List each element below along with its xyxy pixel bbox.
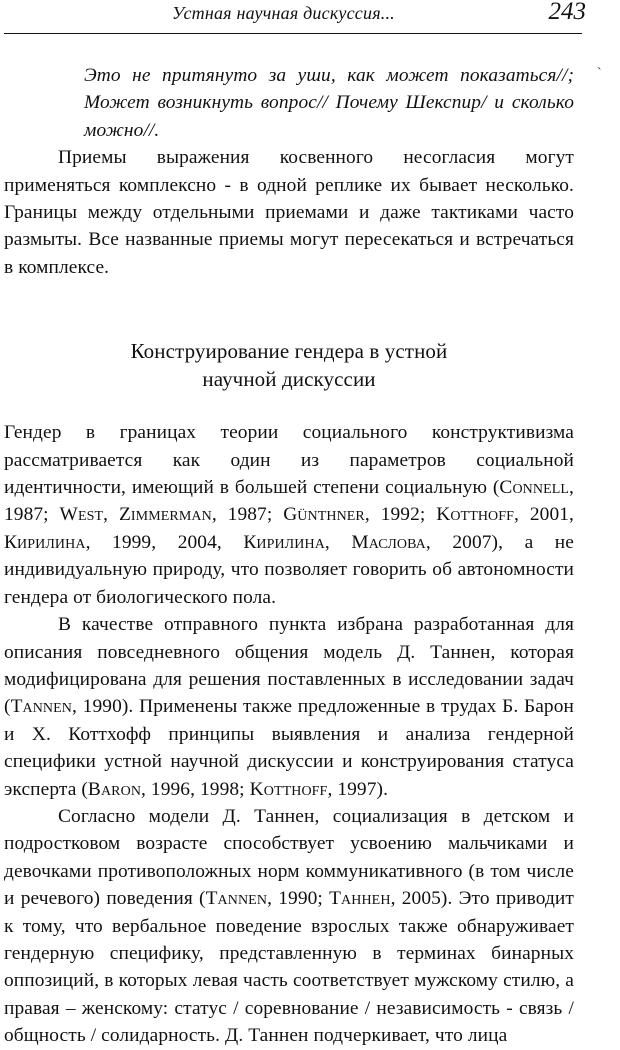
- paragraph-3: [4, 611, 574, 803]
- citation-author: Кирилина: [4, 531, 86, 553]
- margin-mark: `: [597, 66, 602, 81]
- text-run: , 1997).: [327, 778, 389, 800]
- citation-author: Günthner: [283, 504, 365, 526]
- paragraph-2: [4, 419, 574, 611]
- running-head-title: Устная научная дискуссия...: [172, 3, 395, 23]
- text-run: , 1999, 2004,: [85, 531, 244, 553]
- citation-author: Baron: [87, 778, 142, 800]
- section-heading: [4, 337, 574, 393]
- text-run: , 2007), а не индивидуальную природу, что позволяет говорить об автономности гендера от биологического пола.: [4, 531, 574, 608]
- citation-author: Kotthoff: [436, 504, 515, 526]
- text-run: , 2001,: [514, 504, 574, 526]
- running-head: [0, 0, 620, 40]
- text-run: Согласно модели Д. Таннен, социализация в детском и подростковом возрасте способствует усвоению мальчиками и девочками противоположных норм коммуникативного (в том числе и речевого) поведения (: [4, 805, 574, 910]
- citation-author: West, Zimmerman: [59, 504, 212, 526]
- paragraph-4: [4, 803, 574, 1050]
- heading-line-2: научной дискуссии: [202, 367, 376, 392]
- citation-author: Кирилина, Маслова: [243, 531, 426, 553]
- citation-author: Tannen: [205, 888, 268, 910]
- text-run: , 1996, 1998;: [141, 778, 250, 800]
- text-run: , 1987;: [211, 504, 284, 526]
- citation-author: Connell: [499, 477, 570, 499]
- citation-author: Kotthoff: [249, 778, 328, 800]
- text-run: Гендер в границах теории социального конструктивизма рассматривается как один из параметров социальной идентичности, имеющий в большей степени социальную (: [4, 422, 574, 499]
- text-run: , 1992;: [364, 504, 437, 526]
- page-number: 243: [548, 0, 586, 25]
- page-body: [4, 62, 574, 1050]
- paragraph-1: Приемы выражения косвенного несогласия могут применяться комплексно - в одной реплике их бывает несколько. Границы между отдельными приемами и даже тактиками часто размыты. Все названные приемы могут пересекаться и встречаться в комплексе.: [4, 147, 574, 278]
- text-run: , 2005). Это приводит к тому, что вербальное поведение взрослых также обнаруживает гендерную специфику, представленную в терминах бинарных оппозиций, в которых левая часть соответствует мужскому стилю, а правая – женскому: статус / соревнование / независимость - связь / общность / солидарность. Д. Таннен подчеркивает, что лица: [4, 888, 574, 1047]
- heading-line-1: Конструирование гендера в устной: [130, 339, 448, 364]
- text-run: , 1990). Применены также предложенные в трудах Б. Барон и Х. Коттхофф принципы выявления и анализа гендерной специфики устной научной дискуссии и конструирования статуса эксперта (: [4, 696, 574, 800]
- citation-author: Таннен: [329, 888, 391, 910]
- text-run: , 1987;: [4, 477, 574, 526]
- quote-paragraph: Это не притянуто за уши, как может показаться//; Может возникнуть вопрос// Почему Шекспир/ и сколько можно//.: [84, 65, 574, 141]
- citation-author: Tannen: [10, 696, 73, 718]
- text-run: , 1990;: [267, 888, 330, 910]
- header-rule: [4, 33, 582, 34]
- text-run: В качестве отправного пункта избрана разработанная для описания повседневного общения модель Д. Таннен, которая модифицирована для решения поставленных в исследовании задач (: [4, 614, 574, 718]
